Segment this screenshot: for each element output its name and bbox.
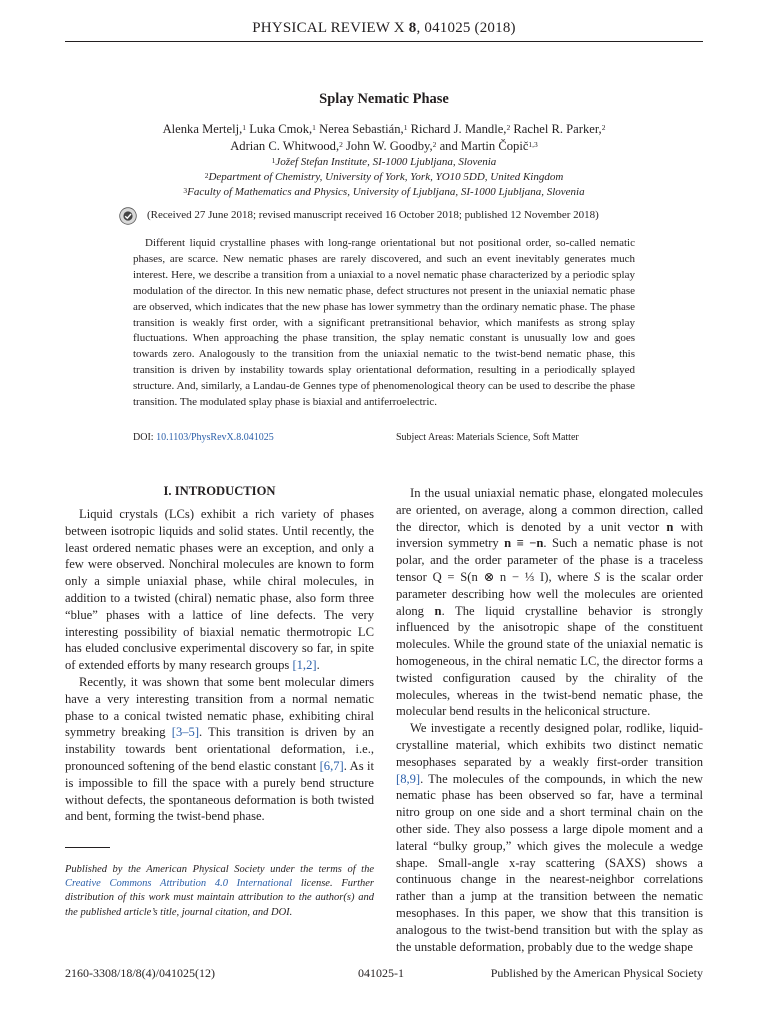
author: Alenka Mertelj,$^1$ (162, 122, 247, 136)
doi-link[interactable]: 10.1103/PhysRevX.8.041025 (156, 432, 274, 443)
left-column (65, 506, 374, 825)
affiliation: $^2$Department of Chemistry, University of York, York, YO10 5DD, United Kingdom (204, 171, 564, 183)
author: Adrian C. Whitwood,$^2$ (230, 139, 343, 153)
author-list (65, 121, 703, 155)
footer-issn: 2160-3308/18/8(4)/041025(12) (65, 966, 215, 980)
doi-line: DOI: 10.1103/PhysRevX.8.041025 (133, 432, 274, 443)
paragraph: Recently, it was shown that some bent molecular dimers have a very interesting transition from a normal nematic phase to a conical twisted nematic phase, exhibiting chiral symmetry breaking [3–5]. This transition is driven by an instability towards bent orientational deformation, i.e., pronounced softening of the bend elastic constant [6,7]. As it is impossible to fill the space with a purely bend structure without defects, the spontaneous deformation is both twisted and bent, forming the twist-bend phase. (65, 674, 374, 824)
section-heading: I. INTRODUCTION (163, 484, 276, 498)
author: Rachel R. Parker,$^2$ (513, 122, 606, 136)
subject-areas: Subject Areas: Materials Science, Soft Matter (396, 432, 579, 443)
citation-link[interactable]: [8,9] (396, 771, 421, 786)
license-footnote: Published by the American Physical Society under the terms of the Creative Commons Attribution 4.0 International license. Further distribution of this work must maintain attribution to the author(s) and the published article’s title, journal citation, and DOI. (65, 864, 374, 918)
check-for-updates-icon[interactable] (119, 207, 137, 225)
footnote-rule (65, 847, 110, 848)
author: Richard J. Mandle,$^2$ (410, 122, 511, 136)
tensor-expr: Q = S(n ⊗ n − ⅓ I) (432, 569, 549, 584)
license-link[interactable]: Creative Commons Attribution 4.0 International (65, 878, 293, 890)
running-header: PHYSICAL REVIEW X 8, 041025 (2018) (252, 20, 516, 36)
journal-volume: 8 (408, 20, 417, 36)
citation-link[interactable]: [1,2] (292, 658, 317, 673)
affiliations (65, 155, 703, 200)
affiliation: $^3$Faculty of Mathematics and Physics, University of Ljubljana, SI-1000 Ljubljana, Slovenia (183, 186, 585, 198)
author: Luka Cmok,$^1$ (249, 122, 316, 136)
citation-link[interactable]: [3–5] (171, 725, 200, 740)
journal-name: PHYSICAL REVIEW X (252, 20, 405, 36)
article-number: 041025 (2018) (424, 20, 516, 36)
paragraph: We investigate a recently designed polar, rodlike, liquid-crystalline material, which exhibits two distinct nematic mesophases separated by a weakly first-order transition [8,9]. The molecules of the compounds, in which the new nematic phase has been observed so far, have a terminal nitro group on one side and a short terminal chain on the other side. They also possess a large dipole moment and a lateral “bulky group,” which gives the molecule a wedge shape. Small-angle x-ray scattering (SAXS) shows a continuous change in the nearest-neighbor correlations rather than a jump at the transition between the nematic mesophases. In this paper, we show that this transition is analogous to the twist-bend transition but with the splay as the unstable deformation, probably due to the wedge shape (396, 721, 703, 954)
author: John W. Goodby,$^2$ (346, 139, 437, 153)
right-column (396, 485, 703, 955)
paragraph: Liquid crystals (LCs) exhibit a rich variety of phases between isotropic liquids and solid states. Until recently, the least ordered nematic phases were an exception, and only a few were observed. Nonchiral molecules are known to form only a simple uniaxial phase, while chiral molecules, in addition to a twisted (chiral) nematic phase, also form three “blue” phases with a lattice of line defects. The very interesting possibility of biaxial nematic thermotropic LC has eluded conclusive experimental discovery so far, in spite of extended efforts by many research groups [1,2]. (65, 507, 374, 673)
header-rule (65, 41, 703, 42)
paragraph: In the usual uniaxial nematic phase, elongated molecules are oriented, on average, along a common direction, called the director, which is denoted by a unit vector n with inversion symmetry n ≡ −n. Such a nematic phase is not polar, and the order parameter of the phase is a traceless tensor Q = S(n ⊗ n − ⅓ I), where S is the scalar order parameter describing how well the molecules are oriented along n. The liquid crystalline behavior is strongly influenced by the anisotropic shape of the constituent molecules. While the ground state of the uniaxial nematic is homogeneous, in the chiral nematic LC, the director forms a twisted configuration caused by the chirality of the molecules, whereas in the twist-bend nematic phase, the molecular bend results in the heliconical structure. (396, 486, 704, 719)
paper-title: Splay Nematic Phase (319, 91, 449, 107)
author: Nerea Sebastián,$^1$ (319, 122, 408, 136)
footer-publisher: Published by the American Physical Society (490, 966, 703, 980)
affiliation: $^1$Jožef Stefan Institute, SI-1000 Ljubljana, Slovenia (271, 156, 497, 168)
citation-link[interactable]: [6,7] (319, 758, 344, 773)
author: and Martin Čopič$^{1,3}$ (439, 139, 538, 153)
page-number: 041025-1 (358, 966, 404, 980)
received-dates: (Received 27 June 2018; revised manuscript received 16 October 2018; published 12 November 2018) (147, 209, 599, 221)
symmetry-expr: n ≡ −n (504, 536, 544, 551)
abstract: Different liquid crystalline phases with long-range orientational but not positional order, so-called nematic phases, are scarce. New nematic phases are rarely discovered, and such an event inevitably generates much interest. Here, we describe a transition from a uniaxial to a novel nematic phase characterized by a periodic splay modulation of the director. In this new nematic phase, defect structures not present in the uniaxial nematic phase are observed, which indicates that the new phase has lower symmetry than the ordinary nematic phase. The phase transition is weakly first order, with a significant pretransitional behavior, which manifests as strong splay fluctuations. When approaching the phase transition, the splay nematic constant is unusually low and goes towards zero. Analogously to the transition from the uniaxial nematic to the twist-bend nematic phase, this transition is driven by instability towards splay orientational deformation, resulting in a periodically splayed structure. And, similarly, a Landau-de Gennes type of phenomenological theory can be used to describe the phase transition. The modulated splay phase is biaxial and antiferroelectric. (133, 237, 635, 409)
